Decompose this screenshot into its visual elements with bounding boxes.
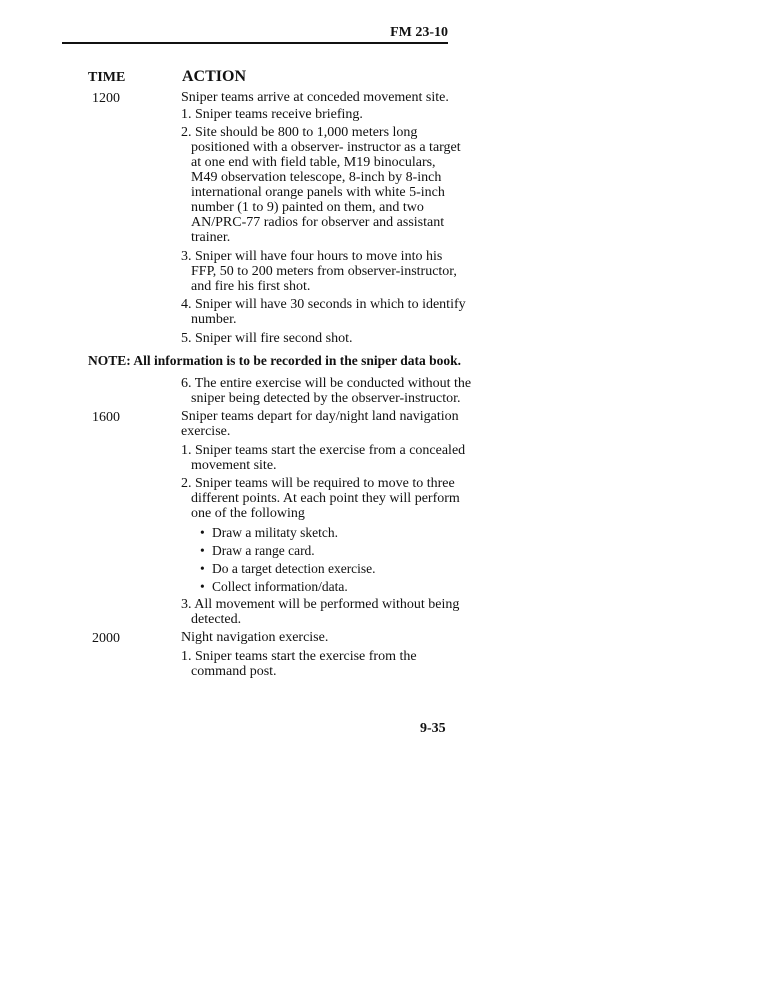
action-1200-intro: Sniper teams arrive at conceded movement site. — [181, 90, 449, 105]
header-rule — [62, 42, 448, 44]
list-item: • Do a target detection exercise. — [200, 561, 376, 577]
note: NOTE: All information is to be recorded in the sniper data book. — [88, 353, 462, 368]
header-code: FM 23-10 — [390, 25, 448, 40]
action-1200-item1: 1. Sniper teams receive briefing. — [181, 107, 363, 122]
list-item: • Draw a range card. — [200, 543, 315, 559]
list-item: • Collect information/data. — [200, 579, 348, 595]
time-1200: 1200 — [92, 91, 120, 106]
time-1600: 1600 — [92, 410, 120, 425]
action-1200-item5: 5. Sniper will fire second shot. — [181, 331, 353, 346]
column-time-heading: TIME — [88, 70, 126, 85]
page-number: 9-35 — [420, 721, 446, 736]
column-action-heading: ACTION — [182, 68, 247, 85]
time-2000: 2000 — [92, 631, 120, 646]
action-2000-intro: Night navigation exercise. — [181, 630, 329, 645]
list-item: • Draw a militaty sketch. — [200, 525, 338, 541]
